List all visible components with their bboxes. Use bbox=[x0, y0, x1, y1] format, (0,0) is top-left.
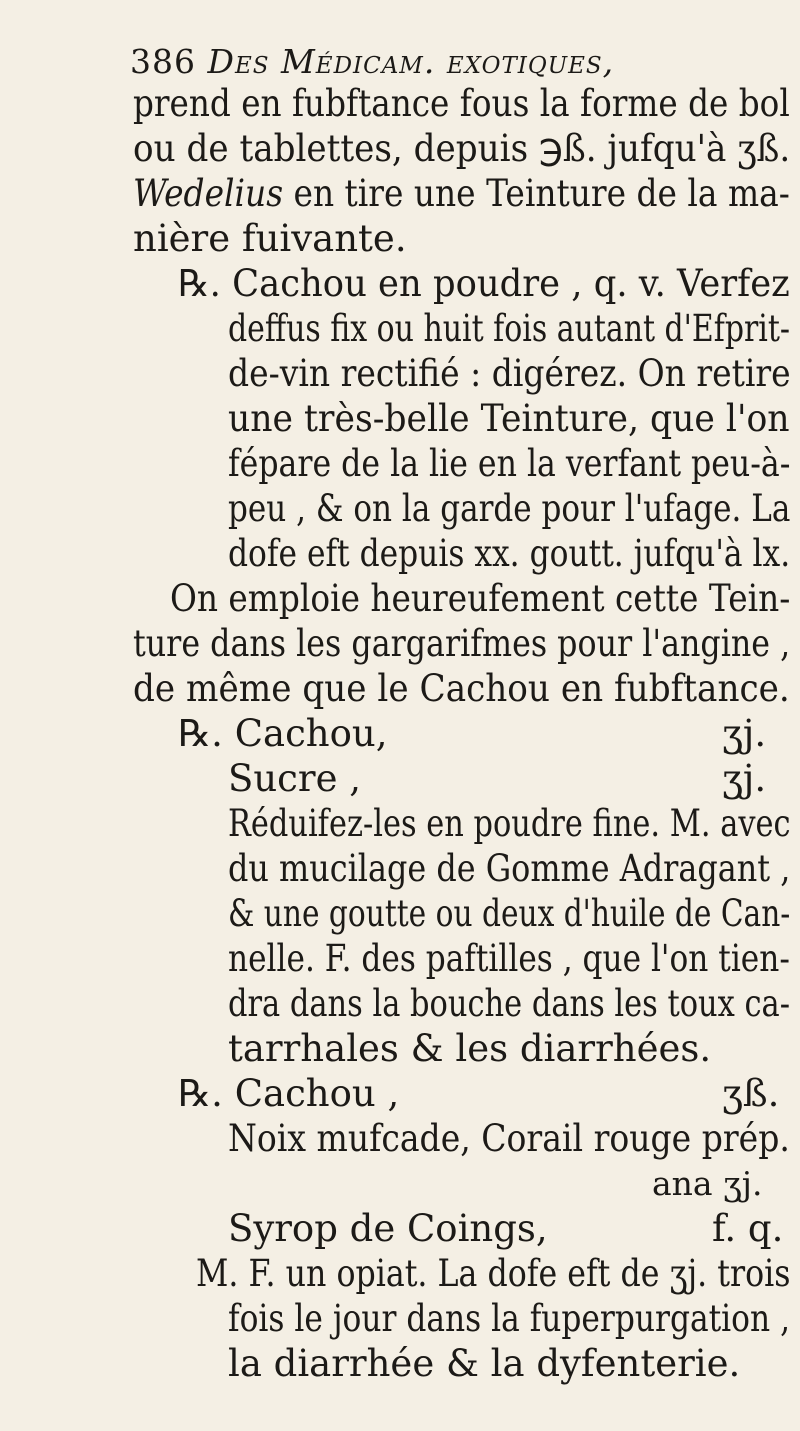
ingredient-quantity: f. q. bbox=[712, 1207, 784, 1250]
text-line: & une goutte ou deux d'huile de Can- bbox=[228, 892, 791, 935]
text-line: dra dans la bouche dans les toux ca- bbox=[228, 982, 790, 1025]
text-line: du mucilage de Gomme Adragant , bbox=[228, 847, 791, 890]
ingredient-name: Sucre , bbox=[228, 757, 362, 800]
text-line bbox=[133, 172, 790, 216]
recipe-symbol: ℞. bbox=[178, 262, 221, 305]
running-header bbox=[130, 40, 614, 84]
text-line bbox=[178, 262, 790, 306]
ingredient-quantity: ʒß. bbox=[722, 1072, 780, 1115]
text-line: fépare de la lie en la verfant peu-à- bbox=[228, 442, 791, 485]
text-line: Réduifez-les en poudre fine. M. avec bbox=[228, 802, 791, 845]
text-line: tarrhales & les diarrhées. bbox=[228, 1027, 712, 1070]
text-line: prend en fubftance fous la forme de bol bbox=[133, 82, 790, 125]
text-line bbox=[178, 712, 388, 756]
text-line: peu , & on la garde pour l'ufage. La bbox=[228, 487, 791, 530]
text-line: On emploie heureufement cette Tein- bbox=[170, 577, 791, 620]
text-line: de-vin rectifié : digérez. On retire bbox=[228, 352, 791, 395]
author-name: Wedelius bbox=[133, 172, 284, 215]
text-line: dofe eft depuis xx. goutt. jufqu'à lx. bbox=[228, 532, 791, 575]
text-line: deffus fix ou huit fois autant d'Efprit- bbox=[228, 307, 791, 350]
recipe-symbol: ℞. bbox=[178, 1072, 223, 1115]
running-title: Des Médicam. exotiques, bbox=[207, 42, 615, 81]
ingredient-name: Syrop de Coings, bbox=[228, 1207, 548, 1250]
recipe-symbol: ℞. bbox=[178, 712, 223, 755]
text-segment: en tire une Teinture de la ma- bbox=[283, 172, 790, 215]
text-line: fois le jour dans la fuperpurgation , bbox=[228, 1297, 791, 1340]
text-line: la diarrhée & la dyfenterie. bbox=[228, 1342, 741, 1385]
text-line: M. F. un opiat. La dofe eft de ʒj. trois bbox=[196, 1252, 791, 1295]
page-number: 386 bbox=[130, 42, 196, 81]
text-line: nière fuivante. bbox=[133, 217, 407, 260]
ingredient-name: Cachou, bbox=[222, 712, 388, 755]
text-line bbox=[178, 1072, 399, 1116]
ingredient-quantity: ana ʒj. bbox=[652, 1164, 763, 1203]
text-line: ture dans les gargarifmes pour l'angine , bbox=[133, 622, 791, 665]
text-line: ou de tablettes, depuis ℈ß. jufqu'à ʒß. bbox=[133, 127, 791, 170]
ingredient-name: Noix mufcade, Corail rouge prép. bbox=[228, 1117, 790, 1160]
text-line: de même que le Cachou en fubftance. bbox=[133, 667, 790, 710]
text-segment: Cachou en poudre , q. v. Verfez bbox=[220, 262, 790, 305]
text-line: une très-belle Teinture, que l'on bbox=[228, 397, 790, 440]
ingredient-quantity: ʒj. bbox=[722, 757, 767, 800]
ingredient-quantity: ʒj. bbox=[722, 712, 767, 755]
ingredient-name: Cachou , bbox=[222, 1072, 400, 1115]
text-line: nelle. F. des paftilles , que l'on tien- bbox=[228, 937, 790, 980]
